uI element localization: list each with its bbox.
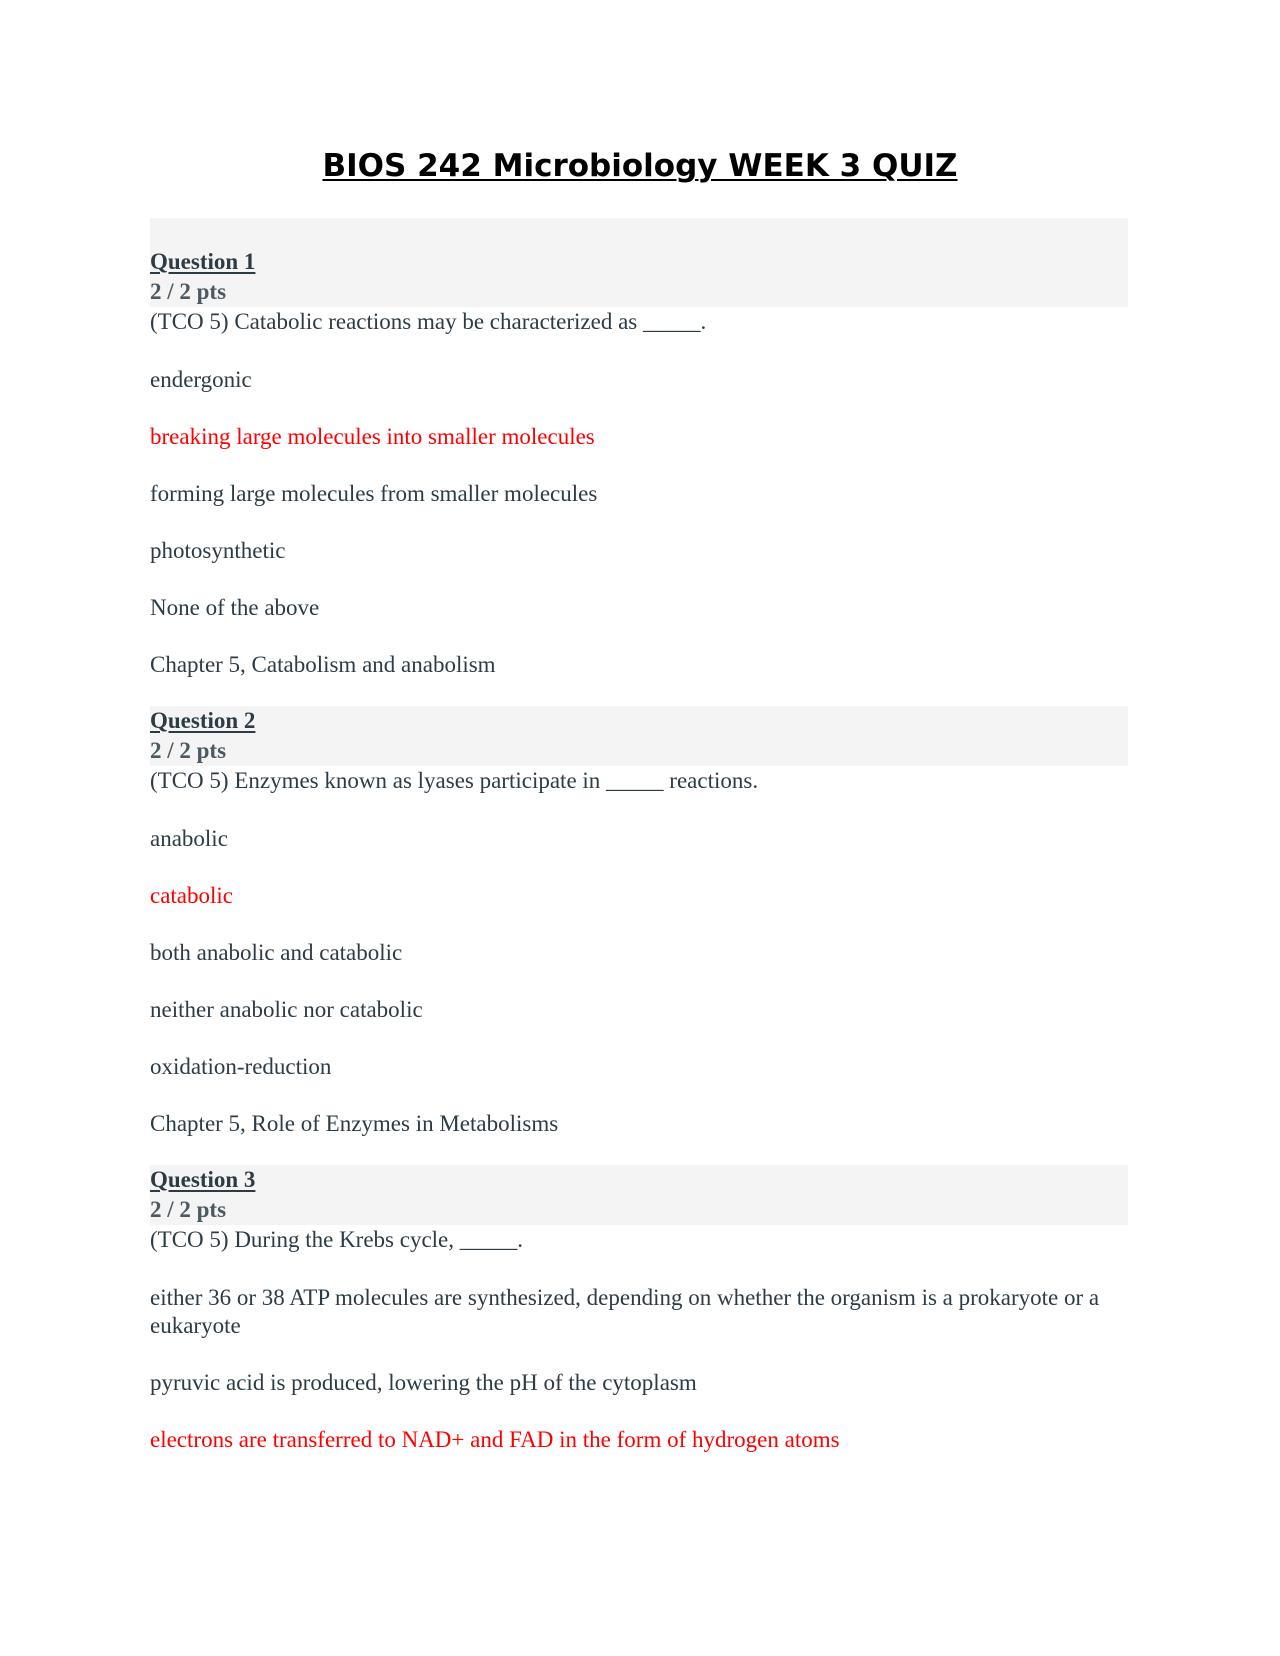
answer-option: photosynthetic: [150, 538, 286, 563]
document-title-text: BIOS 242 Microbiology WEEK 3 QUIZ: [322, 148, 958, 184]
question-points: 2 / 2 pts: [150, 279, 227, 304]
chapter-reference: Chapter 5, Role of Enzymes in Metabolisms: [150, 1111, 559, 1136]
question-title: Question 1: [150, 249, 256, 274]
document-title: [0, 146, 1280, 186]
answer-option: neither anabolic nor catabolic: [150, 997, 423, 1022]
question-title: Question 2: [150, 708, 256, 733]
answer-option-correct: electrons are transferred to NAD+ and FAD in the form of hydrogen atoms: [150, 1427, 840, 1452]
answer-option: oxidation-reduction: [150, 1054, 332, 1079]
question-3: [150, 1165, 1128, 1454]
answer-option: anabolic: [150, 826, 228, 851]
question-points: 2 / 2 pts: [150, 738, 227, 763]
question-text: (TCO 5) Enzymes known as lyases participate in _____ reactions.: [150, 768, 759, 793]
question-title: Question 3: [150, 1167, 256, 1192]
answer-option: both anabolic and catabolic: [150, 940, 403, 965]
question-header: [150, 218, 1128, 307]
question-points: 2 / 2 pts: [150, 1197, 227, 1222]
answer-option: pyruvic acid is produced, lowering the pH of the cytoplasm: [150, 1370, 697, 1395]
question-2: [150, 706, 1128, 1138]
answer-option: None of the above: [150, 595, 320, 620]
question-text: (TCO 5) Catabolic reactions may be characterized as _____.: [150, 309, 707, 334]
question-1: [150, 218, 1128, 679]
quiz-content: [150, 218, 1128, 1454]
answer-option-correct: catabolic: [150, 883, 234, 908]
chapter-reference: Chapter 5, Catabolism and anabolism: [150, 652, 496, 677]
answer-option: endergonic: [150, 367, 252, 392]
answer-option: forming large molecules from smaller molecules: [150, 481, 598, 506]
answer-option: either 36 or 38 ATP molecules are synthesized, depending on whether the organism is a prokaryote or a eukaryote: [150, 1285, 1100, 1338]
question-header: [150, 1165, 1128, 1225]
answer-option-correct: breaking large molecules into smaller molecules: [150, 424, 595, 449]
question-header: [150, 706, 1128, 766]
answer-list: [150, 825, 1128, 1081]
answer-list: [150, 366, 1128, 622]
answer-list: [150, 1284, 1128, 1454]
question-text: (TCO 5) During the Krebs cycle, _____.: [150, 1227, 524, 1252]
